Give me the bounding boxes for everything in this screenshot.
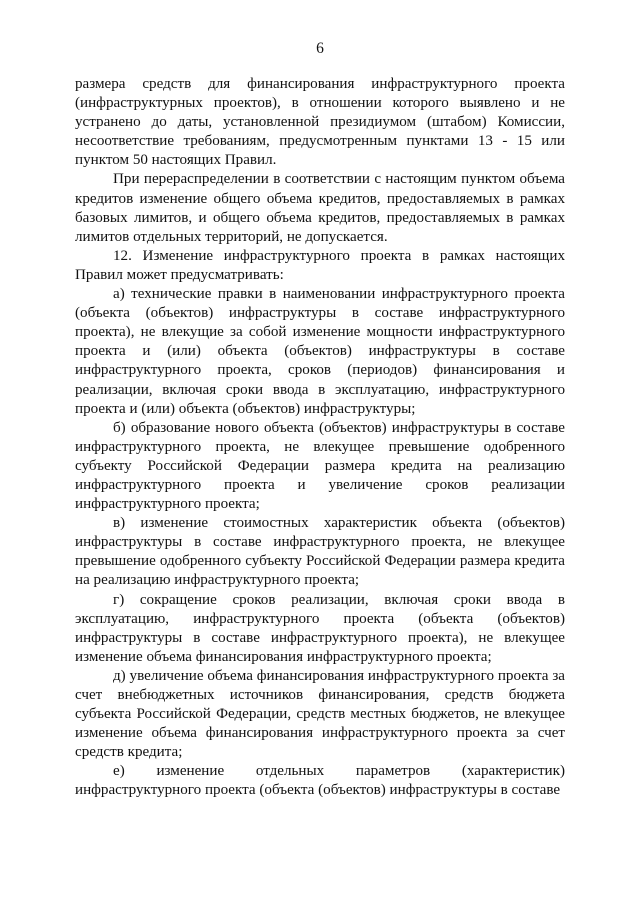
paragraph-item-12: 12. Изменение инфраструктурного проекта в рамках настоящих Правил может предусматривать: <box>75 247 565 283</box>
paragraph-continuation: размера средств для финансирования инфраструктурного проекта (инфраструктурных проектов), в отношении которого выявлено и не устранено до даты, установленной президиумом (штабом) Комиссии, несоответствие требованиям, предусмотренным пунктами 13 - 15 или пунктом 50 настоящих Правил. <box>75 76 565 169</box>
paragraph-subitem-g: г) сокращение сроков реализации, включая сроки ввода в эксплуатацию, инфраструктурного проекта (объекта (объектов) инфраструктуры в составе инфраструктурного проекта), не влекущее изменение объема финансирования инфраструктурного проекта; <box>75 591 565 665</box>
paragraph-subitem-b: б) образование нового объекта (объектов) инфраструктуры в составе инфраструктурного проекта, не влекущее превышение одобренного субъекту Российской Федерации размера кредита на реализацию инфраструктурного проекта и увеличение сроков реализации инфраструктурного проекта; <box>75 419 565 513</box>
paragraph-subitem-a: а) технические правки в наименовании инфраструктурного проекта (объекта (объектов) инфраструктуры в составе инфраструктурного проекта), не влекущие за собой изменение мощности инфраструктурного проекта и (или) объекта (объектов) инфраструктуры в составе инфраструктурного проекта, сроков (периодов) финансирования и реализации, включая сроки ввода в эксплуатацию, инфраструктурного проекта и (или) объекта (объектов) инфраструктуры; <box>75 286 565 417</box>
paragraph-subitem-d: д) увеличение объема финансирования инфраструктурного проекта за счет внебюджетных источников финансирования, средств бюджета субъекта Российской Федерации, средств местных бюджетов, не влекущее изменение объема финансирования инфраструктурного проекта за счет средств кредита; <box>75 667 565 761</box>
paragraph-redistribution: При перераспределении в соответствии с настоящим пунктом объема кредитов изменение общего объема кредитов, предоставляемых в рамках базовых лимитов, и общего объема кредитов, предоставляемых в рамках лимитов отдельных территорий, не допускается. <box>75 171 565 245</box>
paragraph-subitem-v: в) изменение стоимостных характеристик объекта (объектов) инфраструктуры в составе инфраструктурного проекта, не влекущее превышение одобренного субъекту Российской Федерации размера кредита на реализацию инфраструктурного проекта; <box>75 515 565 589</box>
document-body <box>75 75 565 801</box>
page-number: 6 <box>316 40 324 57</box>
paragraph-subitem-e: е) изменение отдельных параметров (характеристик) инфраструктурного проекта (объекта (объектов) инфраструктуры в составе <box>75 763 565 799</box>
